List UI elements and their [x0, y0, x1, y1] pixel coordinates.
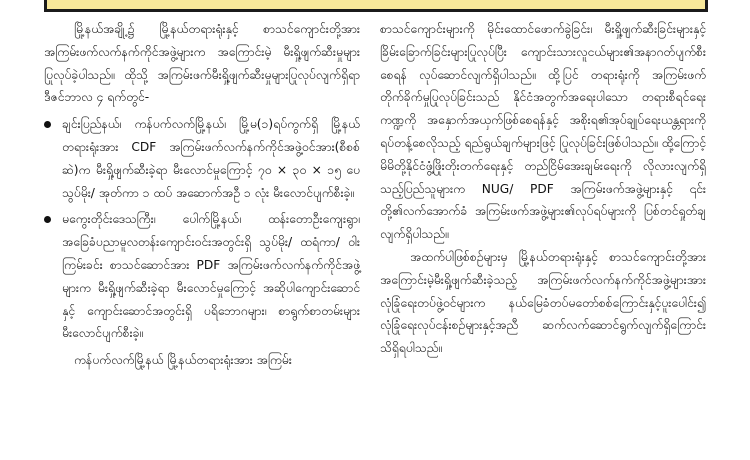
closing-paragraph: ကန်ပက်လက်မြို့နယ် မြို့နယ်တရားရုံးအား အကြမ်း: [74, 353, 292, 368]
right-paragraph-2: အထက်ပါဖြစ်စဉ်များမှ မြို့နယ်တရားရုံးနှင့် စာသင်ကျောင်းတို့အား အကြောင်းမဲ့မီးရှို့ဖျက်ဆီးခဲ့သည့် အကြမ်းဖက်လက်နက်ကိုင်အဖွဲ့များအား လုံခြုံရေးတပ်ဖွဲ့ဝင်များက နယ်မြေခံတပ်မတော်စစ်ကြောင်းနှင့်ပူးပေါင်း၍ လုံခြုံရေးလုပ်ငန်းစဉ်များနှင့်အညီ ဆက်လက်ဆောင်ရွက်လျက်ရှိကြောင်း သိရှိရပါသည်။: [380, 249, 706, 356]
bullet-dot-icon: [44, 121, 51, 128]
right-paragraph-1: စာသင်ကျောင်းများကို မိုင်းထောင်ဖောက်ခွဲခြင်း၊ မီးရှို့ဖျက်ဆီးခြင်းများနှင့် ခြိမ်းခြောက်ခြင်းများပြုလုပ်ပြီး ကျောင်းသားလူငယ်များ၏အနာဂတ်ပျက်စီးစေရန် လုပ်ဆောင်လျက်ရှိပါသည်။ ထို့ပြင် တရားရုံးကို အကြမ်းဖက်တိုက်ခိုက်မှုပြုလုပ်ခြင်းသည် နိုင်ငံအတွက်အရေးပါသော တရားစီရင်ရေးကဏ္ဍကို အနှောက်အယှက်ဖြစ်စေရန်နှင့် အစိုးရ၏အုပ်ချုပ်ရေးယန္တရားကို ရပ်တန့်စေလိုသည့် ရည်ရွယ်ချက်များဖြင့် ပြုလုပ်ခြင်းဖြစ်ပါသည်။ ထို့ကြောင့် မိမိတို့နိုင်ငံဖွံ့ဖြိုးတိုးတက်ရေးနှင့် တည်ငြိမ်အေးချမ်းရေးကို လိုလားလျက်ရှိသည့်ပြည်သူများက NUG/ PDF အကြမ်းဖက်အဖွဲ့များနှင့် ၎င်းတို့၏လက်အောက်ခံ အကြမ်းဖက်အဖွဲ့များ၏လုပ်ရပ်များကို ပြစ်တင်ရှုတ်ချလျက်ရှိပါသည်။: [380, 22, 706, 242]
right-column: [380, 18, 706, 360]
left-column: [44, 18, 360, 372]
header-banner: [44, 0, 708, 12]
bullet-item-chin-state: [44, 113, 360, 204]
intro-paragraph: မြို့နယ်အချို့၌ မြို့နယ်တရားရုံးနှင့် စာသင်ကျောင်းတို့အား အကြမ်းဖက်လက်နက်ကိုင်အဖွဲ့များက အကြောင်းမဲ့ မီးရှို့ဖျက်ဆီးမှုများပြုလုပ်ခဲ့ပါသည်။ ထိုသို့ အကြမ်းဖက်မီးရှို့ဖျက်ဆီးမှုများပြုလုပ်လျက်ရှိရာ ဒီဇင်ဘာလ ၄ ရက်တွင်-: [44, 22, 360, 105]
bullet-text: မကွေးတိုင်းဒေသကြီး၊ ပေါက်မြို့နယ်၊ ထန်းတောဦးကျေးရွာ၊ အခြေခံပညာမူလတန်းကျောင်းဝင်းအတွင်းရှိ သွပ်မိုး/ ထရံကာ/ ဝါးကြမ်းခင်း စာသင်ဆောင်အား PDF အကြမ်းဖက်လက်နက်ကိုင်အဖွဲ့များက မီးရှို့ဖျက်ဆီးခဲ့ရာ မီးလောင်မှုကြောင့် အဆိုပါကျောင်းဆောင်နှင့် ကျောင်းဆောင်အတွင်းရှိ ပရိဘောဂများ၊ စာရွက်စာတမ်းများ မီးလောင်ပျက်စီးခဲ့။: [62, 212, 360, 341]
bullet-dot-icon: [44, 216, 51, 223]
bullet-text: ချင်းပြည်နယ်၊ ကန်ပက်လက်မြို့နယ်၊ မြို့မ(၁)ရပ်ကွက်ရှိ မြို့နယ်တရားရုံးအား CDF အကြမ်းဖက်လက်နက်ကိုင်အဖွဲ့ဝင်အား(စီစစ်ဆဲ)က မီးရှို့ဖျက်ဆီးခဲ့ရာ မီးလောင်မှုကြောင့် ၇၀ × ၃၀ × ၁၅ ပေ သွပ်မိုး/ အုတ်ကာ ၁ ထပ် အဆောက်အဦ ၁ လုံး မီးလောင်ပျက်စီးခဲ့။: [62, 117, 360, 200]
bullet-item-magway-region: [44, 208, 360, 345]
